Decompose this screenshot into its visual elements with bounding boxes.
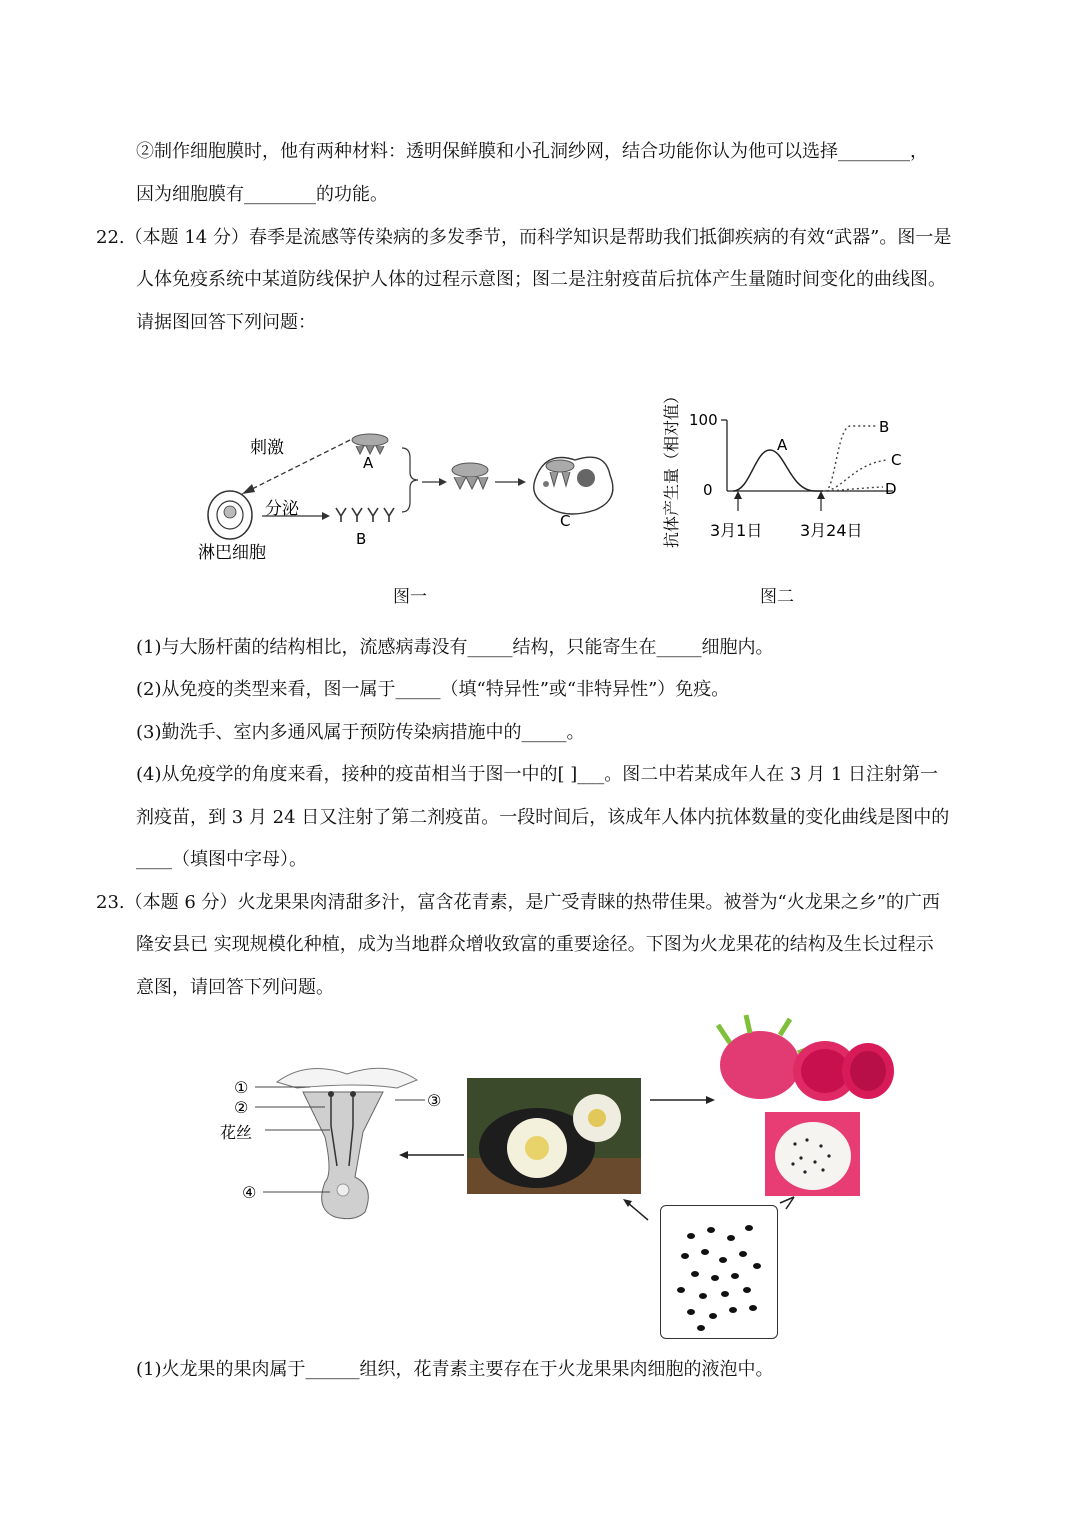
q23-intro-2: 隆安县已 实现规模化种植，成为当地群众增收致富的重要途径。下图为火龙果花的结构及生长过程示 <box>136 934 934 955</box>
q22-part-3: (3)勤洗手、室内多通风属于预防传染病措施中的_____。 <box>136 722 585 743</box>
fig2-label-c: C <box>891 451 902 469</box>
fig1-lymphocyte-label: 淋巴细胞 <box>198 543 266 563</box>
phagocyte-c-icon <box>534 457 613 514</box>
fig1-label-b: B <box>356 530 367 548</box>
q22-part-4b: 剂疫苗，到 3 月 24 日又注射了第二剂疫苗。一段时间后，该成年人体内抗体数量的变化曲线是图中的 <box>136 807 950 828</box>
q21-line-2: 因为细胞膜有________的功能。 <box>136 184 388 205</box>
fig2-x1-label: 3月1日 <box>710 521 763 540</box>
q21-line-1: ②制作细胞膜时，他有两种材料：透明保鲜膜和小孔洞纱网，结合功能你认为他可以选择________， <box>136 141 928 162</box>
flower-label-4: ④ <box>242 1183 257 1202</box>
antigen-a-icon <box>352 434 388 454</box>
fig2-curve-a <box>733 450 823 491</box>
q22-part-4c: ____（填图中字母）。 <box>136 849 307 870</box>
fig2-ylabel: 抗体产生量（相对值） <box>662 387 681 548</box>
q22-part-4a: (4)从免疫学的角度来看，接种的疫苗相当于图一中的[ ]___。图二中若某成年人在 3 月 1 日注射第一 <box>136 764 939 785</box>
antigen-antibody-complex-icon <box>452 463 488 489</box>
fig2-curve-c <box>827 460 887 491</box>
antibody-b-icon <box>336 508 394 522</box>
fig2-y100: 100 <box>689 411 718 429</box>
flower-label-2: ② <box>234 1098 249 1117</box>
q22-intro-2: 人体免疫系统中某道防线保护人体的过程示意图；图二是注射疫苗后抗体产生量随时间变化的曲线图。 <box>136 269 946 290</box>
q22-intro-3: 请据图回答下列问题： <box>136 312 316 333</box>
figure-1-diagram <box>190 420 630 570</box>
fig2-label-a: A <box>777 436 788 454</box>
q22-part-2: (2)从免疫的类型来看，图一属于_____（填“特异性”或“非特异性”）免疫。 <box>136 679 730 700</box>
q23-intro-3: 意图，请回答下列问题。 <box>136 977 334 998</box>
fig1-secrete-label: 分泌 <box>265 499 299 519</box>
flower-label-filament: 花丝 <box>220 1123 253 1142</box>
lymphocyte-cell-icon <box>208 491 252 539</box>
fig1-label-c: C <box>560 512 571 530</box>
fig2-y0: 0 <box>703 481 713 499</box>
fig2-x2-label: 3月24日 <box>800 521 863 540</box>
q23-part-1: (1)火龙果的果肉属于______组织，花青素主要存在于火龙果果肉细胞的液泡中。 <box>136 1359 774 1380</box>
fig2-label-b: B <box>879 418 890 436</box>
figure-2-caption: 图二 <box>760 587 794 607</box>
figure-1-caption: 图一 <box>393 587 427 607</box>
fig1-label-a: A <box>363 454 374 472</box>
q22-intro-1: 22.（本题 14 分）春季是流感等传染病的多发季节，而科学知识是帮助我们抵御疾病的有效“武器”。图一是 <box>96 227 952 248</box>
q22-part-1: (1)与大肠杆菌的结构相比，流感病毒没有_____结构，只能寄生在_____细胞内。 <box>136 637 774 658</box>
flower-label-3: ③ <box>427 1091 442 1110</box>
fig2-curve-b <box>825 426 877 491</box>
process-arrows <box>390 1085 810 1235</box>
flower-label-1: ① <box>234 1078 249 1097</box>
figure-2-chart <box>655 378 915 568</box>
fig2-label-d: D <box>885 480 897 498</box>
q23-intro-1: 23.（本题 6 分）火龙果果肉清甜多汁，富含花青素，是广受青睐的热带佳果。被誉为“火龙果之乡”的广西 <box>96 892 940 913</box>
fig1-stimulate-label: 刺激 <box>250 438 284 458</box>
